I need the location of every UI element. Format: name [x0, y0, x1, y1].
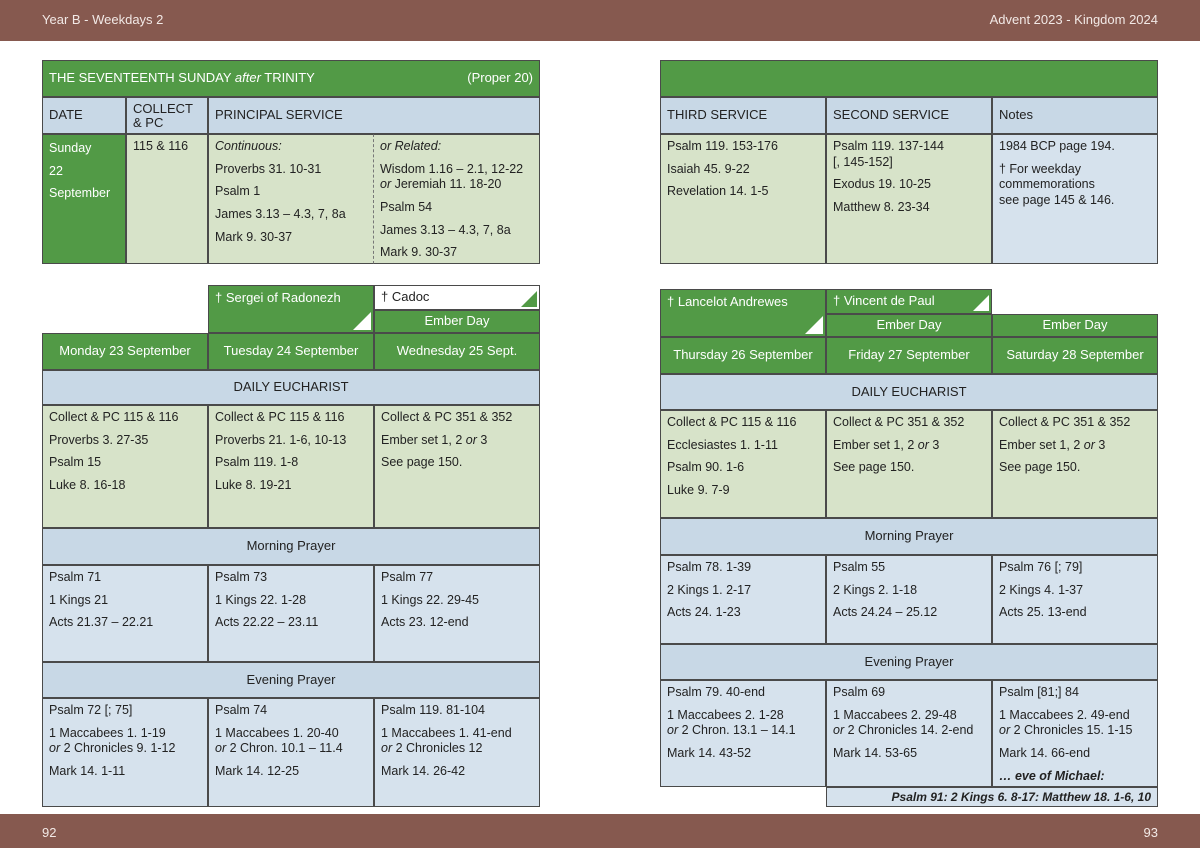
eucharist-wednesday [374, 405, 540, 528]
second-reading: Matthew 8. 23-34 [833, 199, 930, 214]
page-fold-icon [973, 295, 989, 311]
eucharist-thursday [660, 410, 826, 518]
reading: Ember set 1, 2 or 3 [999, 437, 1106, 452]
reading: Luke 8. 19-21 [215, 477, 292, 492]
page-fold-icon [805, 316, 823, 334]
related-cell [374, 134, 540, 264]
reading: 1 Maccabees 1. 1-19 or 2 Chronicles 9. 1-12 [49, 725, 176, 756]
reading: Collect & PC 115 & 116 [49, 410, 179, 424]
ep-monday [42, 698, 208, 807]
reading: Proverbs 3. 27-35 [49, 432, 149, 447]
reading: Luke 9. 7-9 [667, 482, 730, 497]
reading: 2 Kings 4. 1-37 [999, 582, 1084, 597]
reading: See page 150. [833, 460, 915, 475]
sunday-collect-cell [126, 134, 208, 264]
reading: Collect & PC 115 & 116 [215, 410, 345, 424]
continuous-reading: Proverbs 31. 10-31 [215, 161, 322, 176]
col-header-notes: Notes [992, 97, 1158, 134]
reading: Psalm 74 [215, 703, 268, 717]
commemoration-tuesday: † Sergei of Radonezh [208, 285, 374, 333]
reading: 1 Maccabees 1. 41-end or 2 Chronicles 12 [381, 725, 512, 756]
reading: Mark 14. 12-25 [215, 763, 300, 778]
page-number-left: 92 [42, 825, 57, 840]
page-footer-band [0, 814, 1200, 848]
mp-tuesday [208, 565, 374, 662]
morning-prayer-header-right: Morning Prayer [660, 518, 1158, 555]
sunday-date-day: Sunday [49, 141, 92, 155]
reading: Psalm [81;] 84 [999, 685, 1079, 699]
related-reading: James 3.13 – 4.3, 7, 8a [380, 222, 511, 237]
sunday-date-cell [42, 134, 126, 264]
daily-eucharist-header-right: DAILY EUCHARIST [660, 374, 1158, 410]
eucharist-saturday [992, 410, 1158, 518]
commemoration-thursday: † Lancelot Andrewes [660, 289, 826, 337]
ep-friday [826, 680, 992, 787]
related-label: or Related: [380, 139, 442, 153]
reading: Acts 25. 13-end [999, 605, 1087, 620]
page-number-right: 93 [1143, 825, 1158, 840]
evening-prayer-header: Evening Prayer [42, 662, 540, 698]
notes-commemorations: † For weekday commemorations see page 145 & 146. [999, 161, 1115, 207]
third-reading: Isaiah 45. 9-22 [667, 161, 750, 176]
col-header-third: THIRD SERVICE [660, 97, 826, 134]
reading: Psalm 76 [; 79] [999, 560, 1083, 574]
sunday-date-month: September [49, 186, 111, 200]
reading: Collect & PC 351 & 352 [999, 415, 1131, 429]
commemoration-wednesday: † Cadoc [374, 285, 540, 310]
continuous-reading: Psalm 1 [215, 184, 261, 199]
daily-eucharist-header: DAILY EUCHARIST [42, 370, 540, 405]
day-header-monday: Monday 23 September [42, 333, 208, 370]
day-header-friday: Friday 27 September [826, 337, 992, 374]
reading: Psalm 78. 1-39 [667, 560, 752, 574]
related-reading-1: Wisdom 1.16 – 2.1, 12-22 or Jeremiah 11. 18-20 [380, 161, 524, 192]
col-header-principal: PRINCIPAL SERVICE [208, 97, 540, 134]
related-reading: Mark 9. 30-37 [380, 245, 458, 260]
reading: Psalm 69 [833, 685, 886, 699]
day-header-thursday: Thursday 26 September [660, 337, 826, 374]
third-reading: Revelation 14. 1-5 [667, 184, 769, 199]
day-header-saturday: Saturday 28 September [992, 337, 1158, 374]
col-header-collect: COLLECT & PC [126, 97, 208, 134]
reading: See page 150. [999, 460, 1081, 475]
reading: Proverbs 21. 1-6, 10-13 [215, 432, 347, 447]
reading: 1 Maccabees 2. 49-end or 2 Chronicles 15. 1-15 [999, 707, 1133, 738]
mp-friday [826, 555, 992, 644]
col-header-second: SECOND SERVICE [826, 97, 992, 134]
reading: 1 Kings 22. 29-45 [381, 592, 479, 607]
page-fold-icon [353, 312, 371, 330]
second-reading: Exodus 19. 10-25 [833, 177, 931, 192]
sunday-collect: 115 & 116 [133, 139, 189, 153]
page-header-band [0, 0, 1200, 41]
reading: 1 Maccabees 2. 1-28 or 2 Chron. 13.1 – 14.1 [667, 707, 796, 738]
ep-wednesday [374, 698, 540, 807]
reading: Ember set 1, 2 or 3 [381, 432, 488, 447]
continuous-reading: James 3.13 – 4.3, 7, 8a [215, 206, 346, 221]
reading: Psalm 73 [215, 570, 268, 584]
reading: Psalm 90. 1-6 [667, 460, 745, 475]
reading: Psalm 72 [; 75] [49, 703, 133, 717]
evening-prayer-header-right: Evening Prayer [660, 644, 1158, 680]
mp-wednesday [374, 565, 540, 662]
reading: Ecclesiastes 1. 1-11 [667, 437, 778, 452]
ember-day-saturday: Ember Day [992, 314, 1158, 337]
reading: Collect & PC 351 & 352 [381, 410, 513, 424]
sunday-date-num: 22 [49, 163, 63, 178]
col-header-date: DATE [42, 97, 126, 134]
eve-of-michael-readings: Psalm 91: 2 Kings 6. 8-17: Matthew 18. 1-6, 10 [826, 787, 1158, 807]
proper-label: (Proper 20) [467, 70, 533, 86]
mp-saturday [992, 555, 1158, 644]
reading: 1 Kings 22. 1-28 [215, 592, 307, 607]
ember-day-friday: Ember Day [826, 314, 992, 337]
header-right-title: Advent 2023 - Kingdom 2024 [989, 12, 1158, 27]
sunday-title-bar [42, 60, 540, 97]
eve-of-michael-label: … eve of Michael: [999, 768, 1105, 783]
reading: Collect & PC 351 & 352 [833, 415, 965, 429]
reading: 1 Kings 21 [49, 592, 109, 607]
continuous-cell [208, 134, 374, 264]
reading: 1 Maccabees 1. 20-40 or 2 Chron. 10.1 – 11.4 [215, 725, 343, 756]
third-service-cell [660, 134, 826, 264]
ep-thursday [660, 680, 826, 787]
header-left-title: Year B - Weekdays 2 [42, 12, 164, 27]
reading: Psalm 71 [49, 570, 102, 584]
sunday-title-bar-right [660, 60, 1158, 97]
morning-prayer-header: Morning Prayer [42, 528, 540, 565]
mp-thursday [660, 555, 826, 644]
ep-saturday [992, 680, 1158, 787]
page-fold-icon [521, 291, 537, 307]
mp-monday [42, 565, 208, 662]
reading: Acts 22.22 – 23.11 [215, 615, 319, 630]
reading: Acts 23. 12-end [381, 615, 469, 630]
third-reading: Psalm 119. 153-176 [667, 139, 778, 153]
reading: Mark 14. 43-52 [667, 745, 752, 760]
commemoration-friday: † Vincent de Paul [826, 289, 992, 314]
eucharist-monday [42, 405, 208, 528]
reading: Luke 8. 16-18 [49, 477, 126, 492]
day-header-tuesday: Tuesday 24 September [208, 333, 374, 370]
reading: Acts 24.24 – 25.12 [833, 605, 938, 620]
reading: Ember set 1, 2 or 3 [833, 437, 940, 452]
eucharist-friday [826, 410, 992, 518]
ep-tuesday [208, 698, 374, 807]
day-header-wednesday: Wednesday 25 Sept. [374, 333, 540, 370]
continuous-label: Continuous: [215, 139, 282, 153]
reading: Psalm 119. 81-104 [381, 703, 485, 717]
eucharist-tuesday [208, 405, 374, 528]
notes-cell [992, 134, 1158, 264]
sunday-title: THE SEVENTEENTH SUNDAY after TRINITY [49, 70, 315, 86]
reading: Mark 14. 1-11 [49, 763, 126, 778]
related-reading: Psalm 54 [380, 199, 433, 214]
reading: Psalm 55 [833, 560, 886, 574]
second-service-cell [826, 134, 992, 264]
reading: 2 Kings 2. 1-18 [833, 582, 918, 597]
reading: 1 Maccabees 2. 29-48 or 2 Chronicles 14. 2-end [833, 707, 974, 738]
reading: Psalm 119. 1-8 [215, 455, 299, 470]
reading: Collect & PC 115 & 116 [667, 415, 797, 429]
reading: Mark 14. 53-65 [833, 745, 918, 760]
reading: Psalm 79. 40-end [667, 685, 765, 699]
reading: Mark 14. 26-42 [381, 763, 466, 778]
reading: Acts 24. 1-23 [667, 605, 741, 620]
reading: Acts 21.37 – 22.21 [49, 615, 154, 630]
continuous-reading: Mark 9. 30-37 [215, 229, 293, 244]
reading: 2 Kings 1. 2-17 [667, 582, 752, 597]
ember-day-wednesday: Ember Day [374, 310, 540, 333]
reading: Psalm 15 [49, 455, 102, 470]
second-reading-1: Psalm 119. 137-144 [, 145-152] [833, 139, 944, 169]
reading: Psalm 77 [381, 570, 434, 584]
notes-bcp: 1984 BCP page 194. [999, 139, 1115, 153]
reading: Mark 14. 66-end [999, 745, 1091, 760]
reading: See page 150. [381, 455, 463, 470]
